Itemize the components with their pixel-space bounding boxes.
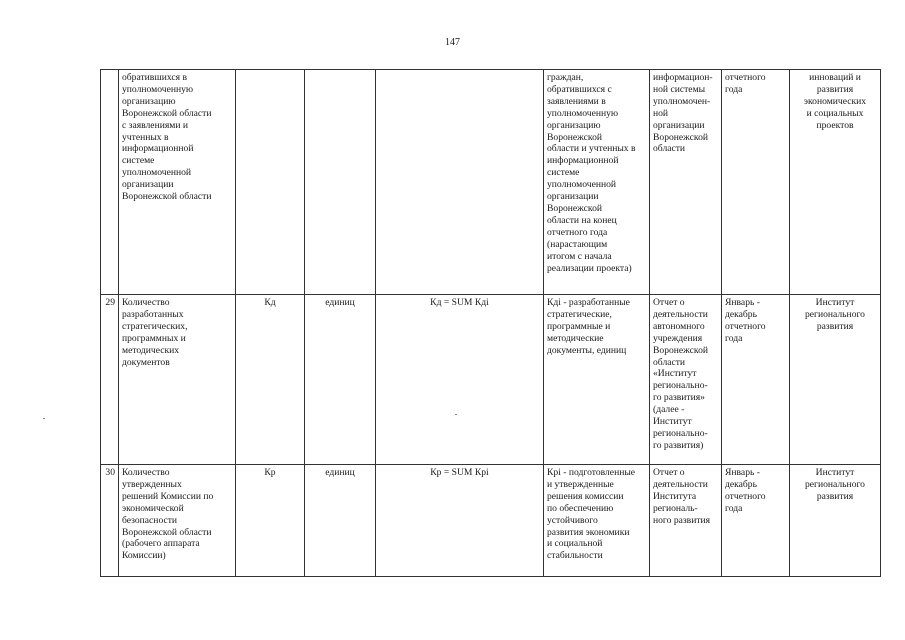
- indicator-formula: [376, 70, 544, 295]
- indicator-symbol: [236, 70, 305, 295]
- responsible-party: Институт регионального развития: [790, 465, 881, 577]
- table-row: [101, 295, 881, 465]
- row-number: [101, 70, 119, 295]
- reporting-period: отчетного года: [722, 70, 790, 295]
- indicator-name: Количество утвержденных решений Комиссии по экономической безопасности Воронежской области (рабочего аппарата Комиссии): [119, 465, 236, 577]
- indicator-description: Крi - подготовленные и утвержденные решения комиссии по обеспечению устойчивого развития экономики и социальной стабильности: [544, 465, 650, 577]
- responsible-party: инноваций и развития экономических и социальных проектов: [790, 70, 881, 295]
- data-source: информацион- ной системы уполномочен- ной организации Воронежской области: [650, 70, 722, 295]
- indicator-name: обратившихся в уполномоченную организацию Воронежской области с заявлениями и учтенных в информационной системе уполномоченной организации Воронежской области: [119, 70, 236, 295]
- indicator-formula: Кр = SUM Крi: [376, 465, 544, 577]
- indicators-table: [100, 69, 881, 577]
- indicator-description: граждан, обратившихся с заявлениями в уполномоченную организацию Воронежской области и учтенных в информационной системе уполномоченной организации Воронежской области на конец отчетного года (нарастающим итогом с начала реализации проекта): [544, 70, 650, 295]
- row-number: 29: [101, 295, 119, 465]
- scan-speck: [43, 418, 45, 419]
- table-row: [101, 465, 881, 577]
- data-source: Отчет о деятельности автономного учреждения Воронежской области «Институт регионально- го развития» (далее - Институт регионально- го развития): [650, 295, 722, 465]
- page-number: 147: [445, 37, 460, 48]
- row-number: 30: [101, 465, 119, 577]
- indicator-description: Кдi - разработанные стратегические, программные и методические документы, единиц: [544, 295, 650, 465]
- indicator-symbol: Кр: [236, 465, 305, 577]
- reporting-period: Январь - декабрь отчетного года: [722, 465, 790, 577]
- scan-speck: [455, 414, 457, 415]
- table-row: [101, 70, 881, 295]
- indicator-unit: единиц: [305, 295, 376, 465]
- data-source: Отчет о деятельности Института региональ- ного развития: [650, 465, 722, 577]
- indicator-formula: Кд = SUM Кдi: [376, 295, 544, 465]
- responsible-party: Институт регионального развития: [790, 295, 881, 465]
- reporting-period: Январь - декабрь отчетного года: [722, 295, 790, 465]
- indicator-name: Количество разработанных стратегических, программных и методических документов: [119, 295, 236, 465]
- indicator-unit: [305, 70, 376, 295]
- indicator-unit: единиц: [305, 465, 376, 577]
- indicator-symbol: Кд: [236, 295, 305, 465]
